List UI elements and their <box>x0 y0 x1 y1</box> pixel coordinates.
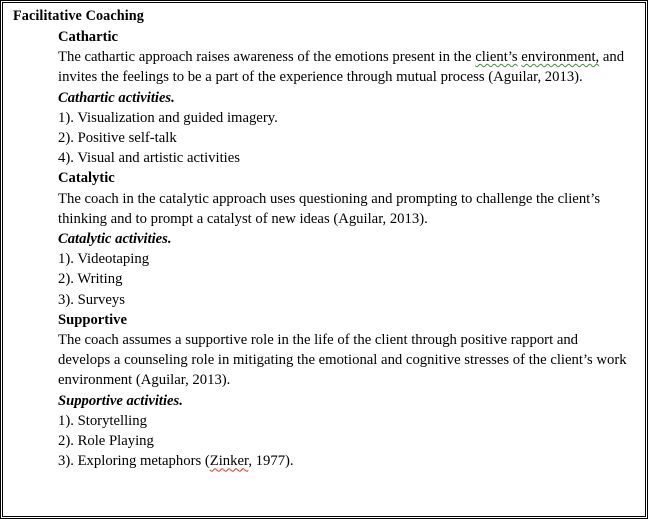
page-title: Facilitative Coaching <box>13 8 144 24</box>
subheading-supportive-activities: Supportive activities. <box>58 392 183 409</box>
document-body <box>11 7 637 471</box>
indented-content <box>58 27 637 471</box>
section-heading-catalytic: Catalytic <box>58 170 115 187</box>
list-item: 2). Role Playing <box>58 433 154 450</box>
section-heading-supportive: Supportive <box>58 311 127 328</box>
document-content-area <box>2 2 646 517</box>
paragraph-cathartic <box>58 47 633 87</box>
list-item: 2). Positive self-talk <box>58 130 177 147</box>
list-item: 1). Visualization and guided imagery. <box>58 109 278 126</box>
paragraph-cathartic-text-3: and invites the feelings to be a part of the experience through mutual process (Aguilar, 2013). <box>58 49 625 86</box>
list-item-text-2: , 1977). <box>248 453 294 470</box>
list-cathartic-activities <box>58 108 637 169</box>
paragraph-supportive: The coach assumes a supportive role in the life of the client through positive rapport and develops a counseling role in mitigating the emotional and cognitive stresses of the client’s work environment (Aguilar, 2013). <box>58 332 627 389</box>
list-supportive-activities <box>58 411 637 472</box>
subheading-catalytic-activities: Catalytic activities. <box>58 231 172 248</box>
grammar-flagged-word-clients: client’s <box>475 49 518 66</box>
list-item: 3). Surveys <box>58 291 125 308</box>
list-item: 2). Writing <box>58 271 123 288</box>
spell-flagged-word-zinker: Zinker <box>209 453 249 470</box>
paragraph-catalytic: The coach in the catalytic approach uses questioning and prompting to challenge the client’s thinking and to prompt a catalyst of new ideas (Aguilar, 2013). <box>58 190 601 227</box>
list-item <box>58 451 637 471</box>
grammar-flagged-word-environment: environment, <box>521 49 600 66</box>
list-item-text-1: 3). Exploring metaphors ( <box>58 453 210 470</box>
paragraph-cathartic-text-1: The cathartic approach raises awareness of the emotions present in the <box>58 49 476 66</box>
list-catalytic-activities <box>58 249 637 310</box>
subheading-cathartic-activities: Cathartic activities. <box>58 89 175 106</box>
list-item: 1). Storytelling <box>58 412 147 429</box>
list-item: 1). Videotaping <box>58 251 150 268</box>
section-heading-cathartic: Cathartic <box>58 29 118 45</box>
list-item: 4). Visual and artistic activities <box>58 150 240 167</box>
